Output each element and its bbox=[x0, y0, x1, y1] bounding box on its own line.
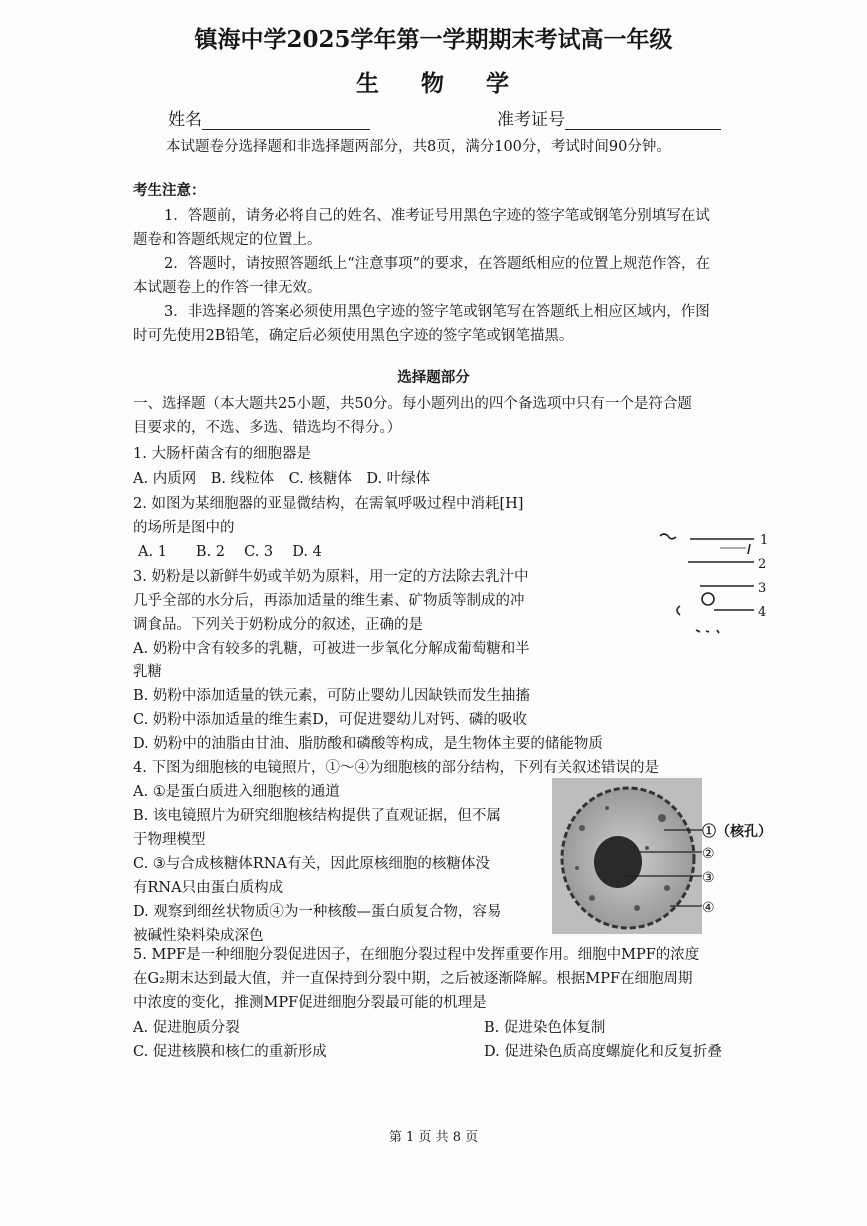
notice-item1-line1: 1．答题前，请务必将自己的姓名、准考证号用黑色字迹的签字笔或钢笔分别填写在试 bbox=[164, 208, 710, 224]
q3-stem-line2: 几乎全部的水分后，再添加适量的维生素、矿物质等制成的冲 bbox=[133, 593, 525, 609]
q4-fig-label-4: ④ bbox=[702, 900, 715, 916]
q4-option-b-line1: B. 该电镜照片为研究细胞核结构提供了直观证据，但不属 bbox=[133, 808, 501, 824]
q5-option-a: A. 促进胞质分裂 bbox=[133, 1020, 240, 1036]
q5-stem-line3: 中浓度的变化，推测MPF促进细胞分裂最可能的机理是 bbox=[133, 995, 487, 1011]
notice-item2-line1: 2．答题时，请按照答题纸上“注意事项”的要求，在答题纸相应的位置上规范作答，在 bbox=[164, 256, 711, 272]
q2-options: A. 1 B. 2 C. 3 D. 4 bbox=[138, 544, 322, 560]
q4-option-d-line2: 被碱性染料染成深色 bbox=[133, 928, 264, 944]
name-field[interactable] bbox=[168, 110, 370, 130]
q3-option-b: B. 奶粉中添加适量的铁元素，可防止婴幼儿因缺铁而发生抽搐 bbox=[133, 688, 530, 704]
q5-stem-line2: 在G₂期末达到最大值，并一直保持到分裂中期，之后被逐渐降解。根据MPF在细胞周期 bbox=[133, 971, 693, 987]
q5-option-c: C. 促进核膜和核仁的重新形成 bbox=[133, 1044, 327, 1060]
q4-option-a: A. ①是蛋白质进入细胞核的通道 bbox=[133, 784, 340, 800]
q4-nucleus-micrograph bbox=[552, 778, 782, 936]
q4-stem: 4. 下图为细胞核的电镜照片，①～④为细胞核的部分结构，下列有关叙述错误的是 bbox=[133, 760, 659, 776]
id-blank[interactable] bbox=[565, 111, 721, 130]
q1-options: A. 内质网 B. 线粒体 C. 核糖体 D. 叶绿体 bbox=[133, 471, 431, 487]
q1-stem: 1. 大肠杆菌含有的细胞器是 bbox=[133, 446, 311, 462]
q3-stem-line3: 调食品。下列关于奶粉成分的叙述，正确的是 bbox=[133, 617, 423, 633]
notice-item3-line2: 时可先使用2B铅笔，确定后必须使用黑色字迹的签字笔或钢笔描黑。 bbox=[133, 328, 574, 344]
subject-title: 生物学 bbox=[356, 70, 551, 97]
notice-heading: 考生注意： bbox=[133, 182, 206, 199]
q2-stem-line2: 的场所是图中的 bbox=[133, 520, 235, 536]
q5-option-d: D. 促进染色质高度螺旋化和反复折叠 bbox=[484, 1044, 722, 1060]
id-label: 准考证号 bbox=[497, 110, 565, 130]
q3-option-d: D. 奶粉中的油脂由甘油、脂肪酸和磷酸等构成，是生物体主要的储能物质 bbox=[133, 736, 603, 752]
q3-option-a-line1: A. 奶粉中含有较多的乳糖，可被进一步氧化分解成葡萄糖和半 bbox=[133, 641, 530, 657]
q4-option-d-line1: D. 观察到细丝状物质④为一种核酸—蛋白质复合物，容易 bbox=[133, 904, 502, 920]
q3-option-c: C. 奶粉中添加适量的维生素D，可促进婴幼儿对钙、磷的吸收 bbox=[133, 712, 527, 728]
section-title: 选择题部分 bbox=[397, 369, 470, 386]
id-field[interactable] bbox=[497, 110, 721, 130]
q2-fig-label-2: 2 bbox=[758, 557, 767, 572]
nucleolus bbox=[594, 836, 642, 888]
exam-instructions: 本试题卷分选择题和非选择题两部分，共8页，满分100分，考试时间90分钟。 bbox=[166, 139, 671, 155]
name-label: 姓名 bbox=[168, 110, 202, 130]
q2-stem-line1: 2. 如图为某细胞器的亚显微结构，在需氧呼吸过程中消耗[H] bbox=[133, 496, 524, 512]
q2-mitochondrion-figure bbox=[600, 522, 780, 662]
page-number: 第 1 页 共 8 页 bbox=[388, 1130, 479, 1145]
q4-fig-label-1: ①（核孔） bbox=[702, 824, 772, 840]
q3-option-a-line2: 乳糖 bbox=[133, 664, 162, 680]
name-blank[interactable] bbox=[202, 111, 370, 130]
q2-fig-label-1: 1 bbox=[760, 533, 769, 548]
notice-item3-line1: 3．非选择题的答案必须使用黑色字迹的签字笔或钢笔写在答题纸上相应区域内，作图 bbox=[164, 304, 710, 320]
notice-item2-line2: 本试题卷上的作答一律无效。 bbox=[133, 280, 322, 296]
q4-fig-label-3: ③ bbox=[702, 870, 715, 886]
q2-fig-label-4: 4 bbox=[758, 605, 767, 620]
q4-option-c-line1: C. ③与合成核糖体RNA有关，因此原核细胞的核糖体没 bbox=[133, 856, 490, 872]
q5-stem-line1: 5. MPF是一种细胞分裂促进因子，在细胞分裂过程中发挥重要作用。细胞中MPF的浓度 bbox=[133, 947, 700, 963]
section-intro-line1: 一、选择题（本大题共25小题，共50分。每小题列出的四个备选项中只有一个是符合题 bbox=[133, 396, 692, 412]
q4-option-c-line2: 有RNA只由蛋白质构成 bbox=[133, 880, 284, 896]
q4-fig-label-2: ② bbox=[702, 846, 715, 862]
q2-fig-label-3: 3 bbox=[758, 581, 767, 596]
q4-option-b-line2: 于物理模型 bbox=[133, 832, 206, 848]
q5-option-b: B. 促进染色体复制 bbox=[484, 1020, 606, 1036]
exam-title: 镇海中学2025学年第一学期期末考试高一年级 bbox=[194, 26, 673, 53]
notice-item1-line2: 题卷和答题纸规定的位置上。 bbox=[133, 232, 322, 248]
section-intro-line2: 目要求的，不选、多选、错选均不得分。） bbox=[133, 420, 402, 436]
q3-stem-line1: 3. 奶粉是以新鲜牛奶或羊奶为原料，用一定的方法除去乳汁中 bbox=[133, 569, 529, 585]
